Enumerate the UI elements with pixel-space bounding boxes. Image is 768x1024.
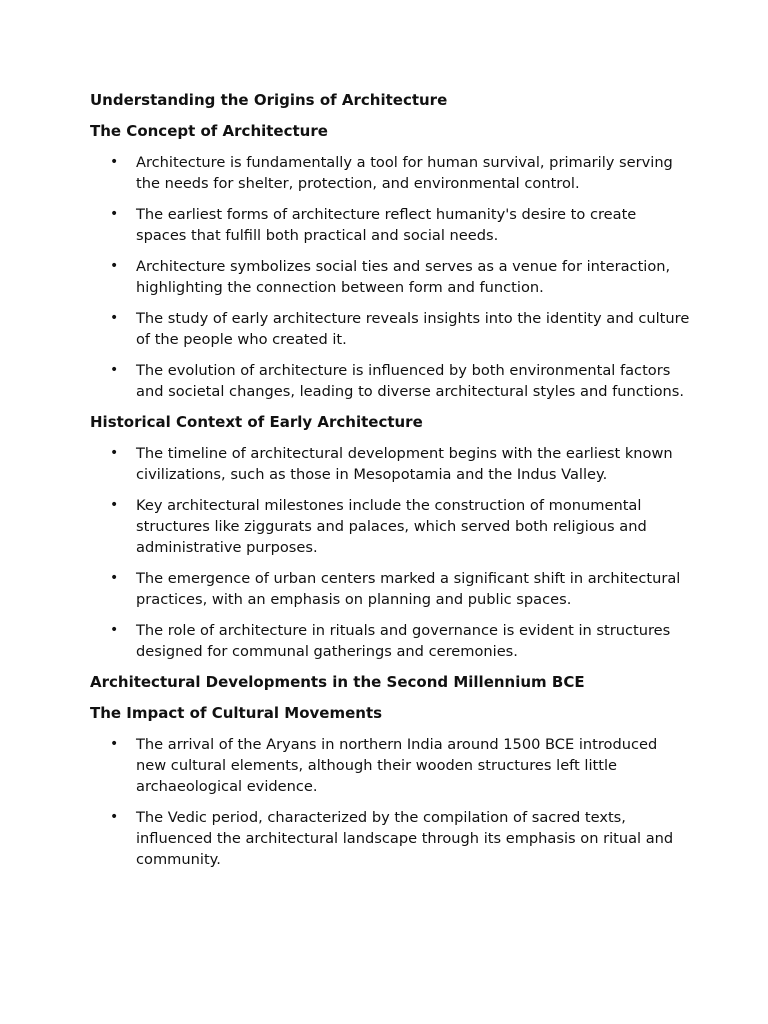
bullet-icon: • [110,258,119,274]
bullet-icon: • [110,570,119,586]
section-heading-second-millennium: Architectural Developments in the Second Millennium BCE [90,673,585,691]
bullet-icon: • [110,622,119,638]
list-item [90,256,690,298]
bullet-list-concept [90,152,690,402]
list-item [90,807,690,870]
bullet-icon: • [110,362,119,378]
bullet-icon: • [110,809,119,825]
bullet-icon: • [110,206,119,222]
list-item-text: The emergence of urban centers marked a significant shift in architectural practices, with an emphasis on planning and public spaces. [136,570,681,608]
bullet-icon: • [110,736,119,752]
bullet-icon: • [110,497,119,513]
list-item-text: The Vedic period, characterized by the compilation of sacred texts, influenced the architectural landscape through its emphasis on ritual and community. [136,809,674,868]
list-item [90,360,690,402]
bullet-list-cultural-movements [90,734,690,870]
bullet-icon: • [110,154,119,170]
list-item [90,152,690,194]
list-item-text: The evolution of architecture is influenced by both environmental factors and societal changes, leading to diverse architectural styles and functions. [136,362,684,400]
list-item-text: The timeline of architectural development begins with the earliest known civilizations, such as those in Mesopotamia and the Indus Valley. [136,445,673,483]
list-item [90,204,690,246]
list-item-text: Architecture symbolizes social ties and serves as a venue for interaction, highlighting the connection between form and function. [136,258,671,296]
document-page [90,90,690,880]
list-item-text: The arrival of the Aryans in northern India around 1500 BCE introduced new cultural elements, although their wooden structures left little archaeological evidence. [136,736,658,795]
document-title: Understanding the Origins of Architecture [90,91,448,109]
list-item [90,734,690,797]
list-item-text: Architecture is fundamentally a tool for human survival, primarily serving the needs for shelter, protection, and environmental control. [136,154,673,192]
list-item [90,443,690,485]
list-item [90,568,690,610]
section-heading-historical-context: Historical Context of Early Architecture [90,413,423,431]
list-item-text: The role of architecture in rituals and governance is evident in structures designed for communal gatherings and ceremonies. [136,622,671,660]
list-item-text: The earliest forms of architecture reflect humanity's desire to create spaces that fulfill both practical and social needs. [136,206,637,244]
list-item-text: Key architectural milestones include the construction of monumental structures like ziggurats and palaces, which served both religious and administrative purposes. [136,497,647,556]
section-heading-concept: The Concept of Architecture [90,122,328,140]
section-heading-cultural-movements: The Impact of Cultural Movements [90,704,383,722]
list-item [90,495,690,558]
list-item-text: The study of early architecture reveals insights into the identity and culture of the people who created it. [136,310,690,348]
bullet-icon: • [110,310,119,326]
list-item [90,308,690,350]
bullet-icon: • [110,445,119,461]
bullet-list-historical-context [90,443,690,662]
list-item [90,620,690,662]
